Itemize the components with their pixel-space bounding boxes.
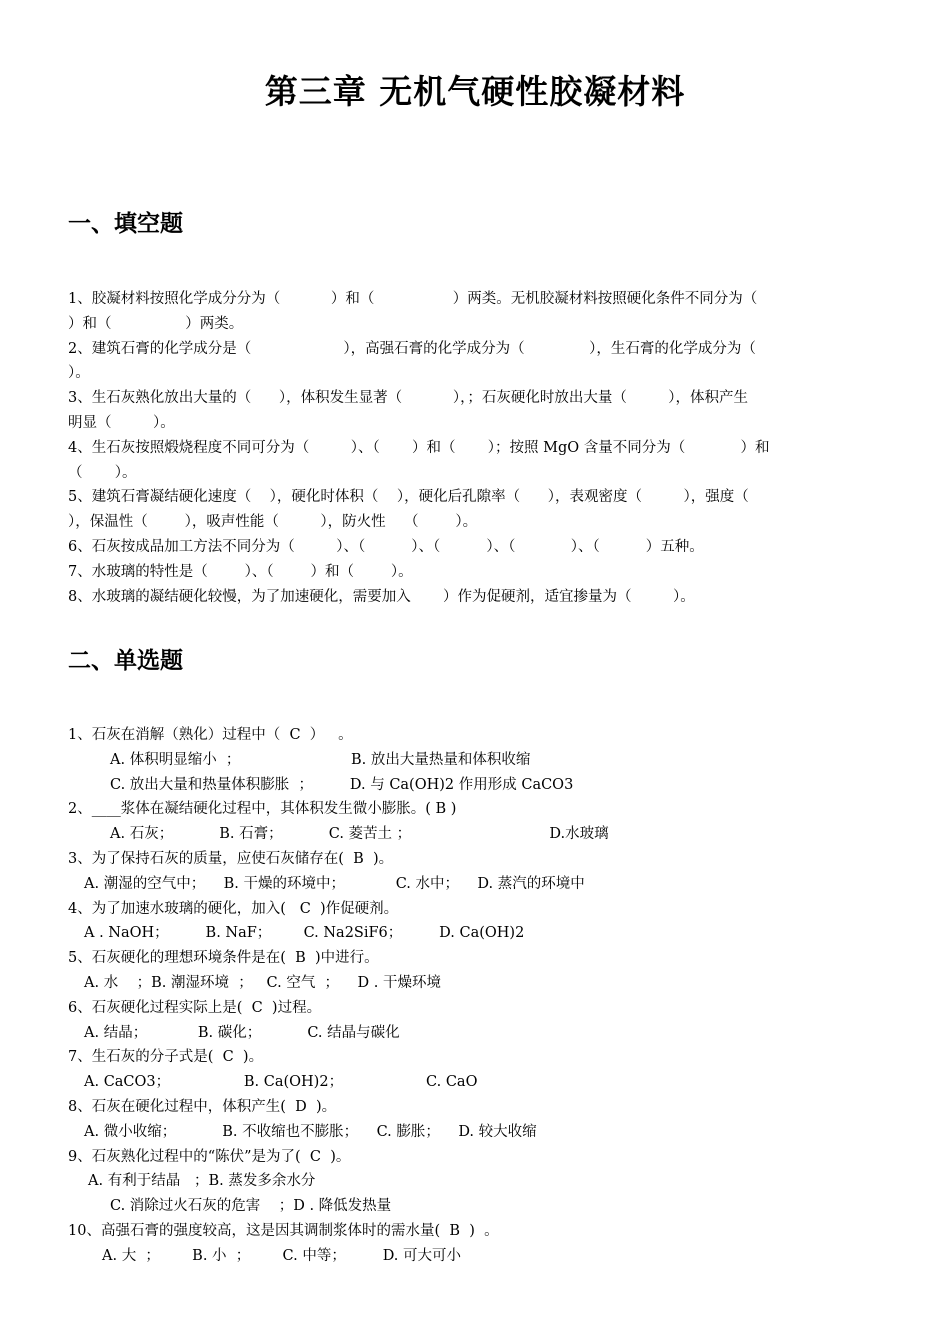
question-text: 10、高强石膏的强度较高，这是因其调制浆体时的需水量( B ) 。 — [68, 1222, 499, 1239]
question-options: A. 潮湿的空气中； B. 干燥的环境中； C. 水中； D. 蒸汽的环境中 — [84, 875, 585, 892]
text-line: 2、建筑石膏的化学成分是（ ），高强石膏的化学成分为（ ），生石膏的化学成分为（ — [68, 340, 756, 357]
section-heading-single-choice: 二、单选题 — [68, 648, 183, 674]
fill-in-questions — [68, 287, 883, 609]
question-text: 9、石灰熟化过程中的“陈伏”是为了( C )。 — [68, 1148, 351, 1165]
question-text: 6、石灰硬化过程实际上是( C )过程。 — [68, 999, 322, 1016]
text-line: ）。 — [68, 365, 90, 382]
question-options: C. 消除过火石灰的危害 ；D . 降低发热量 — [110, 1198, 392, 1215]
single-choice-questions — [68, 723, 883, 1269]
text-line: （ ）。 — [68, 464, 137, 481]
text-line: ）和（ ）两类。 — [68, 315, 244, 332]
question-options: A. 结晶； B. 碳化； C. 结晶与碳化 — [84, 1024, 400, 1041]
text-line: 1、胶凝材料按照化学成分分为（ ）和（ ）两类。无机胶凝材料按照硬化条件不同分为（ — [68, 291, 758, 307]
text-line: ），保温性（ ），吸声性能（ ），防火性 （ ）。 — [68, 514, 478, 531]
question-text: 5、石灰硬化的理想环境条件是在( B )中进行。 — [68, 950, 379, 967]
text-line: 6、石灰按成品加工方法不同分为（ ）、（ ）、（ ）、（ ）、（ ）五种。 — [68, 538, 704, 555]
question-options: A. CaCO3； B. Ca(OH)2； C. CaO — [84, 1074, 478, 1091]
text-line: 7、水玻璃的特性是（ ）、（ ）和（ ）。 — [68, 563, 413, 580]
question-options: A. 体积明显缩小 ； B. 放出大量热量和体积收缩 — [110, 751, 531, 768]
question-options: A. 微小收缩； B. 不收缩也不膨胀； C. 膨胀； D. 较大收缩 — [84, 1123, 537, 1140]
page-title: 第三章 无机气硬性胶凝材料 — [264, 72, 686, 111]
question-options: A . NaOH； B. NaF； C. Na2SiF6； D. Ca(OH)2 — [84, 925, 525, 942]
text-line: 3、生石灰熟化放出大量的（ ），体积发生显著（ ），；石灰硬化时放出大量（ ），体积产生 — [68, 390, 749, 407]
question-options: A. 大 ； B. 小 ； C. 中等； D. 可大可小 — [102, 1247, 462, 1264]
question-options: A. 有利于结晶 ；B. 蒸发多余水分 — [88, 1173, 316, 1190]
text-line: 5、建筑石膏凝结硬化速度（ ），硬化时体积（ ），硬化后孔隙率（ ），表观密度（ ），强度（ — [68, 489, 749, 506]
question-text: 2、____浆体在凝结硬化过程中，其体积发生微小膨胀。( B ) — [68, 801, 457, 818]
question-text: 3、为了保持石灰的质量，应使石灰储存在( B )。 — [68, 850, 394, 867]
text-line: 4、生石灰按照煅烧程度不同可分为（ ）、（ ）和（ ）；按照 MgO 含量不同分为（ ）和 — [68, 439, 770, 456]
question-options: C. 放出大量和热量体积膨胀 ； D. 与 Ca(OH)2 作用形成 CaCO3 — [110, 776, 574, 793]
question-options: A. 石灰； B. 石膏； C. 菱苦土 ； D.水玻璃 — [110, 826, 609, 843]
question-text: 4、为了加速水玻璃的硬化，加入( C )作促硬剂。 — [68, 900, 399, 917]
question-text: 8、石灰在硬化过程中，体积产生( D )。 — [68, 1098, 337, 1115]
question-text: 7、生石灰的分子式是( C )。 — [68, 1049, 264, 1066]
question-options: A. 水 ；B. 潮湿环境 ； C. 空气 ； D . 干燥环境 — [84, 974, 441, 991]
section-heading-fill-in: 一、填空题 — [68, 211, 183, 237]
question-text: 1、石灰在消解（熟化）过程中（ C ） 。 — [68, 727, 353, 743]
text-line: 明显（ ）。 — [68, 414, 175, 431]
text-line: 8、水玻璃的凝结硬化较慢，为了加速硬化，需要加入 ）作为促硬剂，适宜掺量为（ ）。 — [68, 588, 695, 605]
